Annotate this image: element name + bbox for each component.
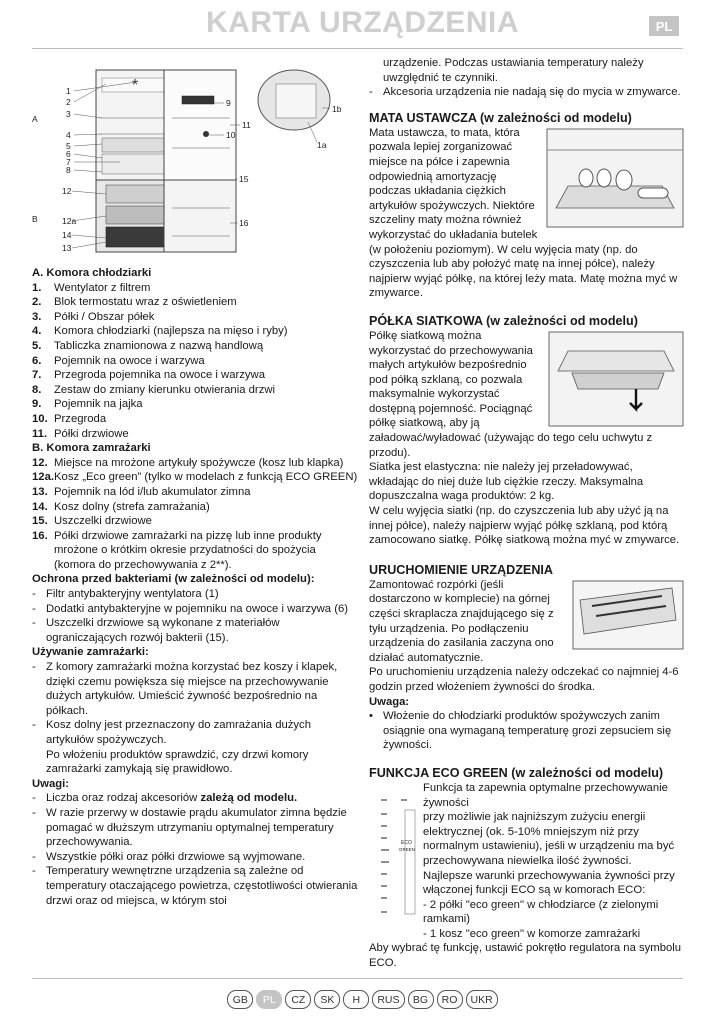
item-number: 7. xyxy=(32,369,42,382)
snowflake-icon: * xyxy=(132,77,139,94)
antibacterial-heading: Ochrona przed bakteriami (w zależności od modelu): xyxy=(32,573,315,586)
list-item xyxy=(32,456,358,471)
item-number: 14. xyxy=(32,500,48,513)
startup-text-2: Po uruchomieniu urządzenia należy odczekać co najmniej 4-6 godzin przed włożeniem żywności do środka. xyxy=(369,666,679,693)
list-item xyxy=(32,485,358,500)
wire-shelf-text-2: Siatka jest elastyczna: nie należy jej przeładowywać, wkładając do niej duże lub ciężkie rzeczy. Maksymalna dopuszczalna waga produktów: 2 kg. xyxy=(369,461,644,503)
startup-illustration xyxy=(572,580,684,650)
item-number: 11. xyxy=(32,427,48,440)
eco-text-1: Funkcja ta zapewnia optymalne przechowywanie żywności xyxy=(423,781,668,809)
mat-text: Mata ustawcza, to mata, która pozwala lepiej zorganizować miejsce na półce i zapewnia odpowiednią amortyzację podczas układania ciężkich artykułów spożywczych. Niektóre szczeliny maty można również wykorzystać do układania butelek (w położeniu poziomym). W celu wyjęcia maty (np. do czyszczenia lub aby położyć matę na innej półce), należy najpierw wyjąć półkę, na której leży mata. Matę można myć w zmywarce. xyxy=(369,126,678,300)
item-number: 4. xyxy=(32,325,42,338)
startup-text: Zamontować rozpórki (jeśli dostarczono w komplecie) na górnej części skraplacza znajdującego się z tyłu urządzenia. Po podłączeniu urządzenia do zasilania zaczyna ono działać automatycznie. xyxy=(369,578,554,664)
list-item xyxy=(32,470,358,485)
item-text: Kosz „Eco green” (tylko w modelach z funkcją ECO GREEN) xyxy=(54,471,358,484)
item-text: Pojemnik na jajka xyxy=(54,398,143,411)
item-number: 10. xyxy=(32,412,48,425)
diagram-label: 1a xyxy=(317,140,327,150)
item-number: 15. xyxy=(32,515,48,528)
eco-text-3: Najlepsze warunki przechowywania żywności przy włączonej funkcji ECO są w komorach ECO: xyxy=(423,869,675,897)
appliance-diagram xyxy=(32,58,358,256)
list-item: - Akcesoria urządzenia nie nadają się do mycia w zmywarce. xyxy=(369,86,681,99)
language-option-pl[interactable]: PL xyxy=(256,990,282,1009)
eco-text-5: - 1 kosz "eco green" w komorze zamrażarki xyxy=(423,927,641,940)
item-text: Uszczelki drzwiowe xyxy=(54,515,152,528)
list-item: - Temperatury wewnętrzne urządzenia są zależne od temperatury otaczającego powietrza, częstotliwości otwierania drzwi oraz od miejsca, w którym stoi xyxy=(32,865,358,907)
diagram-label: 2 xyxy=(66,97,71,107)
item-number: 12. xyxy=(32,456,48,469)
list-item: - Uszczelki drzwiowe są wykonane z materiałów ograniczających rozwój bakterii (15). xyxy=(32,617,280,644)
list-item-continuation: urządzenie. Podczas ustawiania temperatury należy uwzględnić te czynniki. xyxy=(383,57,644,84)
fridge-list xyxy=(32,281,358,442)
item-text: Kosz dolny (strefa zamrażania) xyxy=(54,500,210,513)
eco-text-4: - 2 półki "eco green" w chłodziarce (z zielonymi ramkami) xyxy=(423,898,659,926)
thermostat-scale-illustration xyxy=(371,796,421,924)
list-item xyxy=(32,310,358,325)
list-item xyxy=(32,397,358,412)
mat-illustration xyxy=(546,128,684,228)
list-item: - Wszystkie półki oraz półki drzwiowe są wyjmowane. xyxy=(32,850,306,863)
diagram-label: 4 xyxy=(66,130,71,140)
language-option-ro[interactable]: RO xyxy=(437,990,463,1009)
diagram-label-section-b: B xyxy=(32,214,38,224)
item-number: 2. xyxy=(32,296,42,309)
item-text: Miejsce na mrożone artykuły spożywcze (kosz lub klapka) xyxy=(54,456,344,469)
diagram-label: 1 xyxy=(66,86,71,96)
fridge-heading: A. Komora chłodziarki xyxy=(32,267,152,279)
mat-heading: MATA USTAWCZA (w zależności od modelu) xyxy=(369,110,632,125)
diagram-label: 14 xyxy=(62,230,72,240)
notes-heading: Uwagi: xyxy=(32,777,70,790)
list-item xyxy=(32,427,358,442)
list-item: - W razie przerwy w dostawie prądu akumulator zimna będzie pomagać w dłuższym utrzymaniu optymalnej temperatury przechowywania. xyxy=(32,806,347,849)
list-item xyxy=(32,529,358,573)
wire-shelf-illustration xyxy=(548,331,684,427)
diagram-label: 5 xyxy=(66,141,71,151)
list-item xyxy=(32,383,358,398)
list-item xyxy=(32,412,358,427)
diagram-label: 9 xyxy=(226,98,231,108)
language-option-h[interactable]: H xyxy=(343,990,369,1009)
list-item xyxy=(32,281,358,296)
diagram-label: 7 xyxy=(66,157,71,167)
wire-shelf-text: Półkę siatkową można wykorzystać do przechowywania małych artykułów bezpośrednio pod półką szklaną, co pozwala maksymalnie wykorzystać dostępną pojemność. Pociągnąć półkę siatkową, aby ją załadować/wyładować (używając do tego celu uchwytu z przodu). xyxy=(369,329,653,459)
diagram-label: 11 xyxy=(242,120,251,130)
item-number: 1. xyxy=(32,281,42,294)
language-option-rus[interactable]: RUS xyxy=(372,990,404,1009)
freezer-list xyxy=(32,456,358,573)
bottom-divider xyxy=(32,978,683,979)
list-item xyxy=(32,339,358,354)
list-item: - Liczba oraz rodzaj akcesoriów zależą od modelu. xyxy=(32,792,298,805)
item-text: Półki drzwiowe zamrażarki na pizzę lub inne produkty mrożone o krótkim okresie przydatności do spożycia (komora do przechowywania z 2**). xyxy=(54,529,322,571)
diagram-label: 8 xyxy=(66,165,71,175)
item-text: Tabliczka znamionowa z nazwą handlową xyxy=(54,339,264,352)
language-badge: PL xyxy=(649,16,679,36)
item-text: Pojemnik na owoce i warzywa xyxy=(54,354,205,367)
item-number: 5. xyxy=(32,339,42,352)
item-number: 8. xyxy=(32,383,42,396)
diagram-label: 10 xyxy=(226,130,236,140)
item-number: 16. xyxy=(32,529,48,542)
diagram-label: 6 xyxy=(66,149,71,159)
page-title: KARTA URZĄDZENIA xyxy=(206,6,519,39)
caution-heading: Uwaga: xyxy=(369,695,410,708)
language-option-bg[interactable]: BG xyxy=(408,990,434,1009)
diagram-label-section-a: A xyxy=(32,114,38,124)
eco-text-6: Aby wybrać tę funkcję, ustawić pokrętło regulatora na symbolu ECO. xyxy=(369,942,682,970)
item-text: Przegroda pojemnika na owoce i warzywa xyxy=(54,369,265,382)
diagram-label: 1b xyxy=(332,104,342,114)
item-text: Pojemnik na lód i/lub akumulator zimna xyxy=(54,485,251,498)
list-item-continuation: Po włożeniu produktów sprawdzić, czy drzwi komory zamrażarki zamykają się prawidłowo. xyxy=(46,748,309,776)
item-text: Półki drzwiowe xyxy=(54,427,129,440)
eco-heading: FUNKCJA ECO GREEN (w zależności od modelu) xyxy=(369,765,664,780)
item-number: 9. xyxy=(32,398,42,411)
list-item xyxy=(32,368,358,383)
list-item xyxy=(32,324,358,339)
item-text: Przegroda xyxy=(54,412,107,425)
freezer-heading: B. Komora zamrażarki xyxy=(32,442,151,455)
diagram-label: 12a xyxy=(62,216,77,226)
diagram-label: 13 xyxy=(62,243,72,253)
item-text: Wentylator z filtrem xyxy=(54,281,151,294)
diagram-label: 12 xyxy=(62,186,72,196)
list-item: - Dodatki antybakteryjne w pojemniku na owoce i warzywa (6) xyxy=(32,602,349,615)
eco-text-2: przy możliwie jak najniższym zużyciu energii elektrycznej (ok. 5-10% mniejszym niż przy normalnym ustawieniu), jeśli w urządzeniu ma być przechowywana niewielka ilość żywności. xyxy=(423,811,675,867)
language-option-ukr[interactable]: UKR xyxy=(466,990,498,1009)
list-item xyxy=(32,354,358,369)
list-item xyxy=(32,514,358,529)
item-number: 3. xyxy=(32,310,42,323)
list-item: - Filtr antybakteryjny wentylatora (1) xyxy=(32,588,219,601)
diagram-label: 16 xyxy=(239,218,249,228)
wire-shelf-heading: PÓŁKA SIATKOWA (w zależności od modelu) xyxy=(369,313,638,328)
list-item xyxy=(32,500,358,515)
startup-heading: URUCHOMIENIE URZĄDZENIA xyxy=(369,562,554,577)
item-text: Półki / Obszar półek xyxy=(54,310,155,323)
wire-shelf-text-3: W celu wyjęcia siatki (np. do czyszczenia lub aby użyć ją na innej półce), należy najpierw wyjąć półkę szklaną, pod którą zamocowano siatkę. Półkę siatkową można myć w zmywarce. xyxy=(369,505,680,547)
item-number: 12a. xyxy=(32,471,54,484)
list-item xyxy=(32,295,358,310)
language-option-cz[interactable]: CZ xyxy=(285,990,311,1009)
list-item: • Włożenie do chłodziarki produktów spożywczych zanim osiągnie ona wymaganą temperaturę grozi zepsuciem się żywności. xyxy=(369,710,672,752)
language-option-gb[interactable]: GB xyxy=(227,990,253,1009)
language-selector xyxy=(0,990,725,1009)
diagram-label: 3 xyxy=(66,109,71,119)
freezer-use-heading: Używanie zamrażarki: xyxy=(32,646,149,659)
list-item: - Kosz dolny jest przeznaczony do zamrażania dużych artykułów spożywczych. xyxy=(32,719,311,746)
diagram-label: 15 xyxy=(239,174,249,184)
scale-eco-label: ECO xyxy=(401,840,412,846)
list-item: - Z komory zamrażarki można korzystać bez koszy i klapek, dzięki czemu powiększa się miejsce na przechowywanie dużych artykułów. Umieścić żywność bezpośrednio na półkach. xyxy=(32,661,338,717)
scale-green-label: GREEN xyxy=(399,847,416,852)
item-text: Zestaw do zmiany kierunku otwierania drzwi xyxy=(54,383,276,396)
left-column xyxy=(32,266,358,908)
item-number: 13. xyxy=(32,485,48,498)
item-text: Komora chłodziarki (najlepsza na mięso i ryby) xyxy=(54,325,288,338)
item-number: 6. xyxy=(32,354,42,367)
item-text: Blok termostatu wraz z oświetleniem xyxy=(54,296,237,309)
top-divider xyxy=(32,48,683,49)
language-option-sk[interactable]: SK xyxy=(314,990,340,1009)
